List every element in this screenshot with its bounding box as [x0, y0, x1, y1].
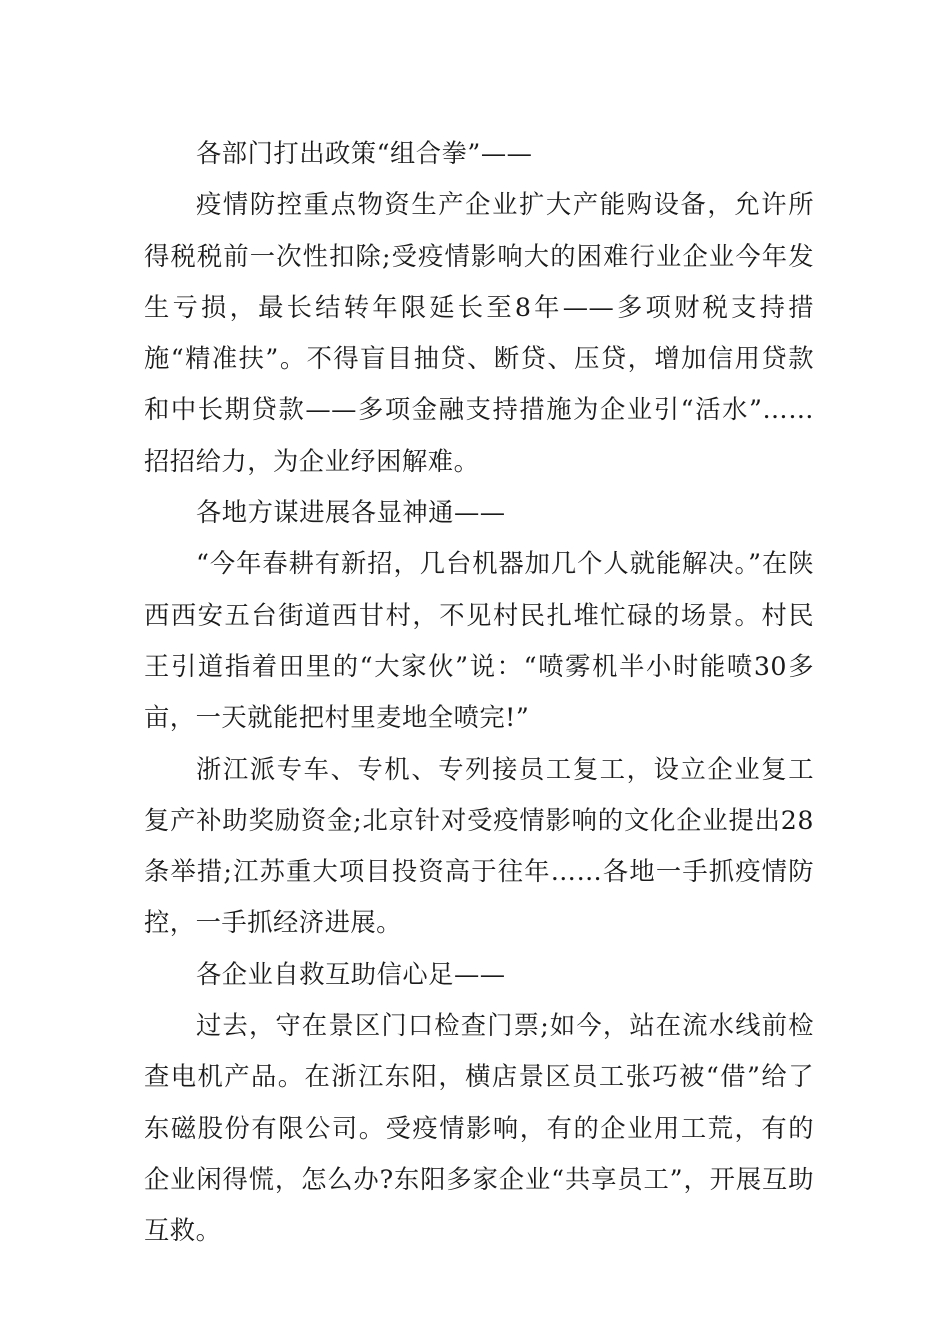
paragraph-heading-localities: 各地方谋进展各显神通—— — [196, 498, 506, 528]
paragraph-regional-measures: 浙江派专车、专机、专列接员工复工，设立企业复工复产补助奖励资金;北京针对受疫情影响的文化企业提出28条举措;江苏重大项目投资高于往年……各地一手抓疫情防控，一手抓经济进展。 — [144, 754, 814, 938]
paragraph-spring-farming: “今年春耕有新招，几台机器加几个人就能解决。”在陕西西安五台街道西甘村，不见村民扎堆忙碌的场景。村民王引道指着田里的“大家伙”说：“喷雾机半小时能喷30多亩，一天就能把村里麦地全喷完!” — [144, 549, 814, 733]
paragraph-heading-enterprises: 各企业自救互助信心足—— — [196, 959, 506, 989]
paragraph-shared-employees: 过去，守在景区门口检查门票;如今，站在流水线前检查电机产品。在浙江东阳，横店景区员工张巧被“借”给了东磁股份有限公司。受疫情影响，有的企业用工荒，有的企业闲得慌，怎么办?东阳多家企业“共享员工”，开展互助互救。 — [144, 1011, 814, 1246]
paragraph-heading-departments: 各部门打出政策“组合拳”—— — [196, 139, 533, 168]
document-body — [144, 128, 814, 1257]
paragraph-policy-measures: 疫情防控重点物资生产企业扩大产能购设备，允许所得税税前一次性扣除;受疫情影响大的困难行业企业今年发生亏损，最长结转年限延长至8年——多项财税支持措施“精准扶”。不得盲目抽贷、断贷、压贷，增加信用贷款和中长期贷款——多项金融支持措施为企业引“活水”……招招给力，为企业纾困解难。 — [144, 190, 814, 476]
